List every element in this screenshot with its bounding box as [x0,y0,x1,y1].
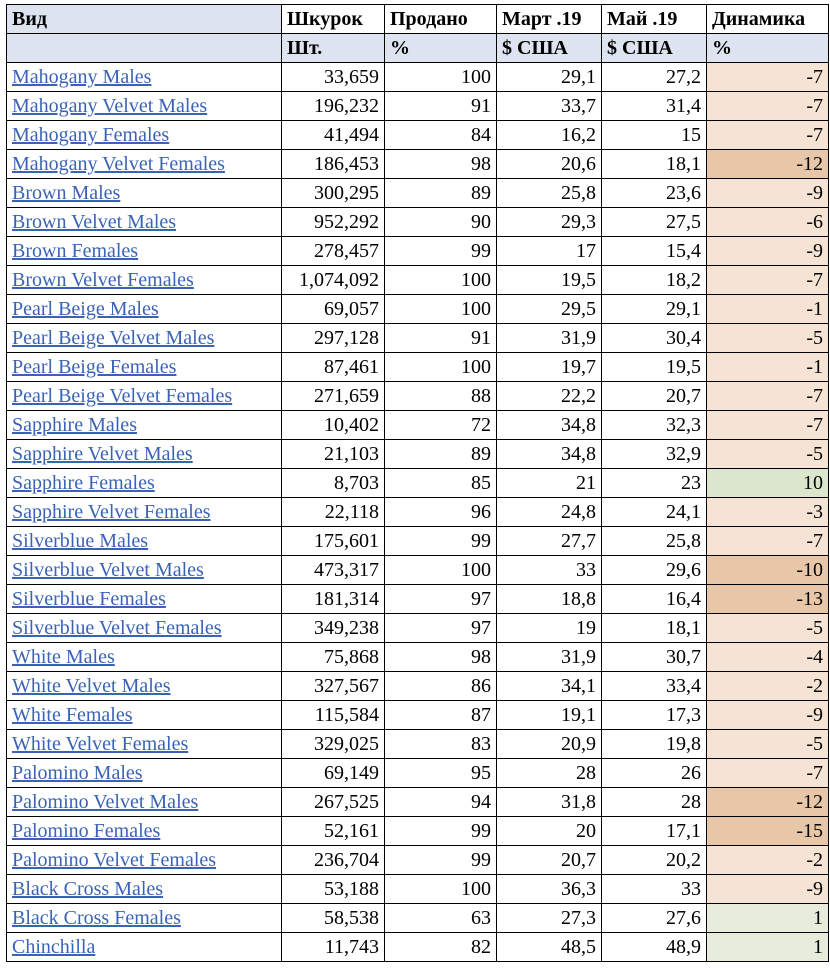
cell-march-price: 20 [497,817,602,846]
cell-type [7,121,282,150]
cell-type [7,846,282,875]
cell-may-price: 25,8 [602,527,707,556]
cell-may-price: 17,1 [602,817,707,846]
cell-type [7,295,282,324]
type-link[interactable]: White Females [12,704,133,726]
table-row [7,266,829,295]
type-link[interactable]: Brown Velvet Females [12,269,194,291]
cell-dynamics: -4 [707,643,829,672]
cell-skins: 181,314 [282,585,385,614]
cell-may-price: 19,8 [602,730,707,759]
cell-type [7,817,282,846]
type-link[interactable]: Mahogany Velvet Females [12,153,225,175]
cell-sold: 100 [385,63,497,92]
cell-march-price: 22,2 [497,382,602,411]
cell-skins: 196,232 [282,92,385,121]
cell-dynamics: -7 [707,759,829,788]
table-row [7,353,829,382]
cell-type [7,469,282,498]
table-header [7,5,829,63]
cell-skins: 69,149 [282,759,385,788]
type-link[interactable]: Silverblue Velvet Males [12,559,204,581]
cell-dynamics: -15 [707,817,829,846]
type-link[interactable]: Silverblue Males [12,530,149,552]
cell-march-price: 33,7 [497,92,602,121]
table-row [7,759,829,788]
cell-march-price: 20,9 [497,730,602,759]
cell-may-price: 27,6 [602,904,707,933]
type-link[interactable]: Black Cross Males [12,878,164,900]
cell-skins: 115,584 [282,701,385,730]
cell-type [7,440,282,469]
cell-march-price: 31,9 [497,324,602,353]
cell-dynamics: -7 [707,411,829,440]
cell-dynamics: -12 [707,788,829,817]
cell-dynamics: 1 [707,904,829,933]
cell-type [7,788,282,817]
cell-skins: 952,292 [282,208,385,237]
cell-march-price: 29,5 [497,295,602,324]
cell-sold: 90 [385,208,497,237]
cell-skins: 278,457 [282,237,385,266]
cell-sold: 100 [385,295,497,324]
table-row [7,846,829,875]
cell-march-price: 34,1 [497,672,602,701]
cell-sold: 100 [385,266,497,295]
cell-sold: 82 [385,933,497,962]
table-row [7,585,829,614]
table-row [7,324,829,353]
cell-may-price: 32,3 [602,411,707,440]
cell-type [7,411,282,440]
cell-march-price: 29,1 [497,63,602,92]
cell-march-price: 19 [497,614,602,643]
cell-may-price: 20,2 [602,846,707,875]
type-link[interactable]: Sapphire Velvet Males [12,443,193,465]
header-type: Вид [7,5,282,34]
unit-type [7,34,282,63]
cell-may-price: 20,7 [602,382,707,411]
cell-type [7,643,282,672]
cell-type [7,701,282,730]
cell-dynamics: -7 [707,63,829,92]
cell-sold: 91 [385,92,497,121]
cell-dynamics: -7 [707,92,829,121]
cell-skins: 33,659 [282,63,385,92]
cell-skins: 186,453 [282,150,385,179]
cell-dynamics: -9 [707,179,829,208]
cell-skins: 8,703 [282,469,385,498]
type-link[interactable]: Brown Velvet Males [12,211,177,233]
cell-may-price: 19,5 [602,353,707,382]
type-link[interactable]: Black Cross Females [12,907,181,929]
type-link[interactable]: Pearl Beige Velvet Females [12,385,233,407]
cell-skins: 41,494 [282,121,385,150]
cell-sold: 86 [385,672,497,701]
cell-may-price: 15,4 [602,237,707,266]
cell-skins: 473,317 [282,556,385,585]
cell-may-price: 32,9 [602,440,707,469]
table-row [7,672,829,701]
cell-may-price: 17,3 [602,701,707,730]
cell-skins: 300,295 [282,179,385,208]
cell-march-price: 34,8 [497,440,602,469]
cell-dynamics: -7 [707,382,829,411]
cell-may-price: 27,2 [602,63,707,92]
cell-skins: 327,567 [282,672,385,701]
table-row [7,498,829,527]
cell-skins: 329,025 [282,730,385,759]
cell-march-price: 20,6 [497,150,602,179]
table-row [7,527,829,556]
cell-sold: 83 [385,730,497,759]
cell-march-price: 19,5 [497,266,602,295]
header-dynamics: Динамика [707,5,829,34]
cell-march-price: 20,7 [497,846,602,875]
cell-may-price: 29,6 [602,556,707,585]
cell-march-price: 19,7 [497,353,602,382]
cell-march-price: 27,3 [497,904,602,933]
cell-skins: 236,704 [282,846,385,875]
auction-results-table [6,4,829,962]
cell-sold: 63 [385,904,497,933]
cell-sold: 96 [385,498,497,527]
header-row-units [7,34,829,63]
cell-may-price: 30,4 [602,324,707,353]
cell-skins: 21,103 [282,440,385,469]
cell-may-price: 18,1 [602,614,707,643]
type-link[interactable]: Silverblue Velvet Females [12,617,222,639]
cell-sold: 100 [385,556,497,585]
table-row [7,295,829,324]
cell-type [7,730,282,759]
table-row [7,92,829,121]
cell-type [7,614,282,643]
cell-may-price: 33,4 [602,672,707,701]
cell-skins: 75,868 [282,643,385,672]
cell-sold: 89 [385,179,497,208]
type-link[interactable]: White Velvet Females [12,733,189,755]
cell-sold: 97 [385,585,497,614]
cell-march-price: 17 [497,237,602,266]
type-link[interactable]: Sapphire Velvet Females [12,501,211,523]
cell-type [7,759,282,788]
header-may: Май .19 [602,5,707,34]
cell-sold: 89 [385,440,497,469]
type-link[interactable]: Palomino Females [12,820,161,842]
cell-sold: 99 [385,846,497,875]
table-row [7,701,829,730]
type-link[interactable]: Palomino Velvet Males [12,791,199,813]
cell-sold: 100 [385,875,497,904]
cell-march-price: 36,3 [497,875,602,904]
cell-may-price: 27,5 [602,208,707,237]
cell-type [7,875,282,904]
unit-sold: % [385,34,497,63]
type-link[interactable]: Mahogany Velvet Males [12,95,208,117]
cell-sold: 98 [385,643,497,672]
type-link[interactable]: Pearl Beige Females [12,356,177,378]
table-row [7,237,829,266]
cell-sold: 84 [385,121,497,150]
cell-may-price: 31,4 [602,92,707,121]
cell-march-price: 21 [497,469,602,498]
cell-sold: 95 [385,759,497,788]
cell-sold: 72 [385,411,497,440]
cell-skins: 11,743 [282,933,385,962]
cell-march-price: 16,2 [497,121,602,150]
type-link[interactable]: Palomino Males [12,762,143,784]
table-row [7,904,829,933]
cell-march-price: 27,7 [497,527,602,556]
type-link[interactable]: Mahogany Females [12,124,170,146]
cell-march-price: 33 [497,556,602,585]
cell-type [7,237,282,266]
type-link[interactable]: Chinchilla [12,936,96,958]
type-link[interactable]: Palomino Velvet Females [12,849,217,871]
table-body [7,63,829,962]
cell-march-price: 29,3 [497,208,602,237]
table-row [7,440,829,469]
cell-march-price: 19,1 [497,701,602,730]
cell-skins: 267,525 [282,788,385,817]
cell-type [7,556,282,585]
cell-type [7,498,282,527]
cell-sold: 97 [385,614,497,643]
cell-dynamics: -7 [707,266,829,295]
cell-dynamics: -6 [707,208,829,237]
table-row [7,179,829,208]
cell-march-price: 28 [497,759,602,788]
cell-type [7,63,282,92]
cell-type [7,353,282,382]
type-link[interactable]: White Males [12,646,115,668]
cell-may-price: 29,1 [602,295,707,324]
cell-type [7,179,282,208]
table-row [7,382,829,411]
cell-skins: 175,601 [282,527,385,556]
cell-dynamics: -3 [707,498,829,527]
cell-type [7,585,282,614]
cell-march-price: 48,5 [497,933,602,962]
type-link[interactable]: White Velvet Males [12,675,171,697]
cell-sold: 100 [385,353,497,382]
cell-type [7,92,282,121]
cell-sold: 99 [385,817,497,846]
type-link[interactable]: Pearl Beige Velvet Males [12,327,215,349]
cell-type [7,382,282,411]
cell-march-price: 31,8 [497,788,602,817]
cell-sold: 85 [385,469,497,498]
unit-skins: Шт. [282,34,385,63]
cell-sold: 91 [385,324,497,353]
cell-type [7,904,282,933]
cell-type [7,324,282,353]
cell-dynamics: -2 [707,846,829,875]
table-row [7,933,829,962]
cell-march-price: 18,8 [497,585,602,614]
cell-may-price: 18,2 [602,266,707,295]
cell-sold: 99 [385,527,497,556]
cell-sold: 98 [385,150,497,179]
cell-dynamics: -13 [707,585,829,614]
cell-dynamics: -9 [707,701,829,730]
cell-dynamics: -2 [707,672,829,701]
cell-dynamics: -7 [707,121,829,150]
cell-dynamics: -1 [707,295,829,324]
cell-sold: 88 [385,382,497,411]
table-row [7,208,829,237]
cell-may-price: 18,1 [602,150,707,179]
table-row [7,875,829,904]
cell-may-price: 48,9 [602,933,707,962]
cell-may-price: 28 [602,788,707,817]
header-skins: Шкурок [282,5,385,34]
cell-march-price: 24,8 [497,498,602,527]
table-row [7,121,829,150]
header-row-titles [7,5,829,34]
cell-dynamics: -12 [707,150,829,179]
type-link[interactable]: Pearl Beige Males [12,298,159,320]
cell-dynamics: -1 [707,353,829,382]
cell-skins: 297,128 [282,324,385,353]
cell-skins: 1,074,092 [282,266,385,295]
cell-type [7,266,282,295]
table-row [7,556,829,585]
cell-sold: 94 [385,788,497,817]
cell-march-price: 31,9 [497,643,602,672]
cell-skins: 10,402 [282,411,385,440]
cell-may-price: 24,1 [602,498,707,527]
type-link[interactable]: Sapphire Males [12,414,137,436]
cell-skins: 271,659 [282,382,385,411]
cell-dynamics: 1 [707,933,829,962]
cell-may-price: 16,4 [602,585,707,614]
cell-type [7,527,282,556]
cell-skins: 52,161 [282,817,385,846]
cell-dynamics: -10 [707,556,829,585]
cell-skins: 58,538 [282,904,385,933]
cell-dynamics: -5 [707,614,829,643]
cell-march-price: 34,8 [497,411,602,440]
cell-skins: 22,118 [282,498,385,527]
cell-dynamics: -5 [707,440,829,469]
unit-dynamics: % [707,34,829,63]
cell-skins: 349,238 [282,614,385,643]
cell-dynamics: 10 [707,469,829,498]
cell-dynamics: -5 [707,730,829,759]
cell-may-price: 23,6 [602,179,707,208]
cell-type [7,672,282,701]
header-march: Март .19 [497,5,602,34]
cell-may-price: 23 [602,469,707,498]
unit-may: $ США [602,34,707,63]
header-sold: Продано [385,5,497,34]
cell-sold: 99 [385,237,497,266]
cell-may-price: 15 [602,121,707,150]
cell-sold: 87 [385,701,497,730]
cell-type [7,933,282,962]
cell-may-price: 26 [602,759,707,788]
cell-march-price: 25,8 [497,179,602,208]
cell-skins: 87,461 [282,353,385,382]
cell-dynamics: -9 [707,237,829,266]
cell-dynamics: -7 [707,527,829,556]
type-link[interactable]: Mahogany Males [12,66,152,88]
unit-march: $ США [497,34,602,63]
type-link[interactable]: Brown Females [12,240,139,262]
cell-dynamics: -5 [707,324,829,353]
cell-dynamics: -9 [707,875,829,904]
table-row [7,730,829,759]
table-row [7,788,829,817]
table-row [7,63,829,92]
type-link[interactable]: Sapphire Females [12,472,155,494]
cell-skins: 53,188 [282,875,385,904]
table-row [7,469,829,498]
table-row [7,150,829,179]
type-link[interactable]: Brown Males [12,182,121,204]
cell-type [7,208,282,237]
cell-type [7,150,282,179]
table-row [7,411,829,440]
cell-skins: 69,057 [282,295,385,324]
cell-may-price: 33 [602,875,707,904]
table-row [7,614,829,643]
table-row [7,817,829,846]
cell-may-price: 30,7 [602,643,707,672]
type-link[interactable]: Silverblue Females [12,588,166,610]
table-row [7,643,829,672]
